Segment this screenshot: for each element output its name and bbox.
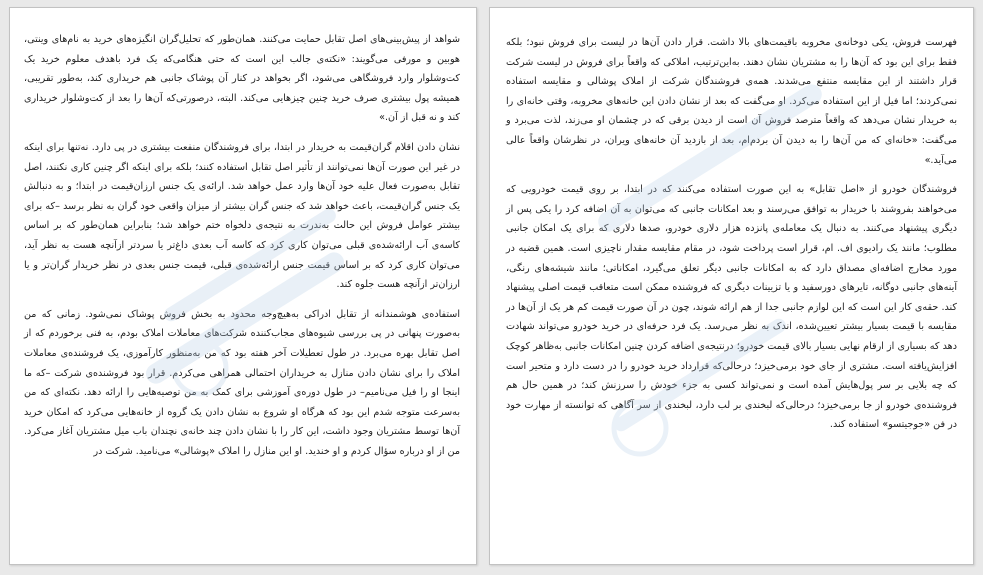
left-page — [9, 7, 477, 565]
paragraph: استفاده‌ی هوشمندانه از تقابل ادراکی به‌هیچ‌وجه محدود به بخش فروش پوشاک نمی‌شود. زمانی که من به‌صورت پنهانی در پی بررسی شیوه‌های مجاب‌کننده شرکت‌های معاملات املاک بودم، به فنی برخوردم که از اصل تقابل بهره می‌برد. در طول تعطیلات آخر هفته بود که من به‌منظور کارآموزی، یک فروشنده‌ی معاملات املاک را برای نشان دادن منازل به خریداران احتمالی همراهی می‌کردم. قرار بود فروشنده‌ی شرکت –که ما اینجا او را فیل می‌نامیم– در طول دوره‌ی آموزشی برای کمک به من توصیه‌هایی را ارائه دهد. نکته‌ای که من به‌سرعت متوجه شدم این بود که هرگاه او شروع به نشان دادن یک گروه از خانه‌هایی می‌کرد که امکان خرید آن‌ها توسط مشتریان وجود داشت، این کار را با نشان دادن چند خانه‌ی نچندان باب میل مشتریان آغاز می‌کرد. من از او درباره سؤال کردم و او خندید. او این منازل را املاک «پوشالی» می‌نامید. شرکت در — [24, 308, 460, 457]
paragraph: نشان دادن اقلام گران‌قیمت به خریدار در ابتدا، برای فروشندگان منفعت بیشتری در پی دارد. نه‌تنها برای اینکه در غیر این صورت آن‌ها نمی‌توانند از تأثیر اصل تقابل استفاده کنند؛ بلکه برای اینکه اگر چنین کاری نکنند، اصل تقابل به‌صورت فعال علیه خود آن‌ها وارد عمل خواهد شد. ارائه‌ی یک جنس ارزان‌قیمت در ابتدا؛ و به دنبالش یک جنس گران‌قیمت، باعث خواهد شد که جنس گران بیشتر از میزان واقعی خود گران به نظر برسد –که برای بیشتر عوامل فروش این حالت به‌ندرت به نتیجه‌ی دلخواه ختم خواهد شد؛ بنابراین همان‌طور که بر اساس کاسه‌ی آب ارائه‌شده‌ی قبلی می‌توان کاری کرد که کاسه آب بعدی داغ‌تر یا سردتر ازآنچه هست به نظر آید، می‌توان کاری کرد که بر اساس قیمت جنس ارائه‌شده‌ی قبلی، قیمت جنس بعدی در نظر خریدار گران‌تر و یا ارزان‌تر ازآنچه هست جلوه کند. — [24, 141, 460, 291]
left-page-text — [10, 8, 476, 461]
right-page — [489, 7, 974, 565]
right-page-text — [490, 8, 973, 435]
paragraph: فهرست فروش، یکی دوخانه‌ی مخروبه با‌قیمت‌های بالا داشت. قرار دادن آن‌ها در لیست برای فروش نبود؛ بلکه فقط برای این بود که آن‌ها را به مشتریان نشان دهند. به‌این‌ترتیب، املاکی که واقعاً برای فروش در لیست شرکت قرار داشتند از این مقایسه منتفع می‌شدند. همه‌ی فروشندگان شرکت از املاک پوشالی و مقایسه استفاده نمی‌کردند؛ اما فیل از این استفاده می‌کرد. او می‌گفت که بعد از نشان دادن این خانه‌های مخروبه، وقتی خانه‌ای را به خریدار نشان می‌دهد که واقعاً مترصد فروش آن است از دیدن برقی که در چشمان او می‌زند، لذت می‌برد و می‌گفت: «خانه‌ای که من آن‌ها را به دیدن آن بردم‌ام، بعد از بازدید آن خانه‌های ویران، در نظرشان واقعاً عالی می‌آید.» — [506, 37, 957, 166]
paragraph: فروشندگان خودرو از «اصل تقابل» به این صورت استفاده می‌کنند که در ابتدا، بر روی قیمت خودرویی که می‌خواهند بفروشند با خریدار به توافق می‌رسند و بعد امکانات جانبی که می‌توان به آن اضافه کرد را یکی پس از دیگری پیشنهاد می‌کنند. به دنبال یک معامله‌ی پانزده هزار دلاری خودرو، صدها دلاری که برای یک امکان جانبی مطلوب؛ مانند یک رادیوی اف. ام، قرار است پرداخت شود، در مقام مقایسه مقدار ناچیزی است. همین قضیه در مورد مخارج اضافه‌ای مصداق دارد که به امکانات جانبی دیگر تعلق می‌گیرد، امکاناتی؛ مانند شیشه‌های رنگی، آینه‌های جانبی دوگانه، تایرهای دورسفید و یا تزیینات دیگری که فروشنده ممکن است متعاقب قیمت اصلی پیشنهاد کند. حقه‌ی کار این است که این لوازم جانبی جدا از هم ارائه شوند، چون در آن صورت قیمت کم هر یک از آن‌ها در مقایسه با قیمت بسیار بیشتر تعیین‌شده، اندک به نظر می‌رسد. یک فرد حرفه‌ای در خرید خودرو می‌تواند شهادت دهد که بسیاری از ارقام نهایی بسیار بالای قیمت خودرو؛ درنتیجه‌ی اضافه کردن چنین امکانات جانبی به‌ظاهر کوچک افزایش‌یافته است. مشتری از جای خود برمی‌خیزد؛ درحالی‌که قرارداد خرید خودرو را در دست دارد و متحیر است که چه بلایی بر سر پول‌هایش آمده است و نمی‌تواند کسی به جزء خودش را سرزنش کند؛ در همین حال هم فروشنده‌ی خودرو از جا برمی‌خیزد؛ درحالی‌که لبخندی بر لب دارد، لبخندی از سر آگاهی که توانسته از مهارت خود در فن «جوجیتسو» استفاده کند. — [506, 184, 957, 431]
paragraph: شواهد از پیش‌بینی‌های اصل تقابل حمایت می‌کنند. همان‌طور که تحلیل‌گران انگیزه‌های خرید به نام‌های وینتی، هوبین و مورفی می‌گویند: «نکته‌ی جالب این است که حتی هنگامی‌که یک فرد باهدف معلوم خرید یک کت‌وشلوار وارد فروشگاهی می‌شود، اگر بخواهد در کنار آن پوشاک جانبی هم خریداری کند، به‌طور تقریبی، همیشه پول بیشتری صرف خرید چنین چیزهایی می‌کند. البته، درصورتی‌که آن‌ها را بعد از کت‌وشلوار خریداری کند و نه قبل از آن.» — [24, 34, 460, 124]
